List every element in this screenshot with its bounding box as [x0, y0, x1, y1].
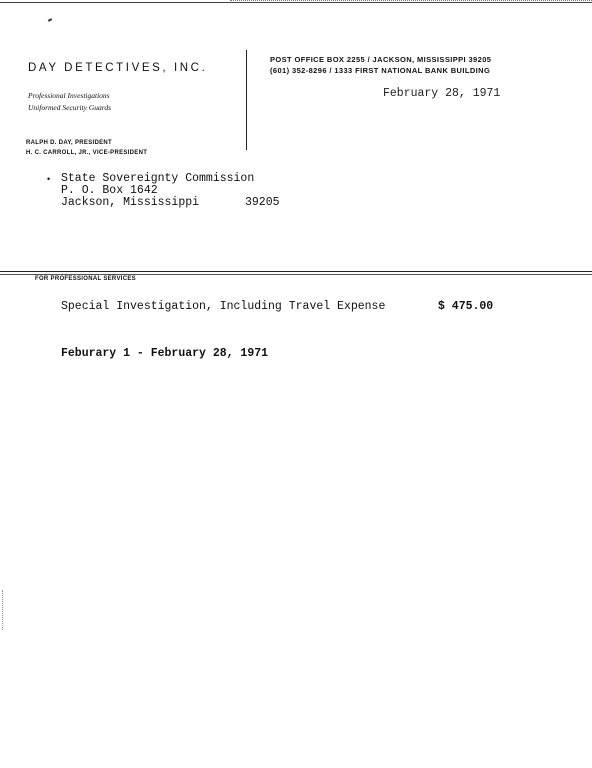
company-name: DAY DETECTIVES, INC. — [28, 62, 208, 74]
letterhead-divider — [246, 50, 247, 150]
margin-marks — [2, 590, 3, 630]
recipient-name: State Sovereignty Commission — [61, 172, 255, 185]
address-line-1: POST OFFICE BOX 2255 / JACKSON, MISSISSIPPI 39205 — [270, 55, 492, 64]
services-header: FOR PROFESSIONAL SERVICES — [35, 276, 136, 282]
officer-president: RALPH D. DAY, PRESIDENT — [26, 140, 113, 146]
line-item-amount: $ 475.00 — [438, 300, 494, 313]
services-rule-bottom — [0, 274, 592, 275]
address-line-2: (601) 352-8296 / 1333 FIRST NATIONAL BANK BUILDING — [270, 66, 491, 75]
recipient-zip: 39205 — [245, 196, 280, 209]
recipient-city: Jackson, Mississippi — [61, 196, 200, 209]
top-border-line — [0, 2, 592, 3]
paper-speck — [48, 18, 52, 22]
services-rule-top — [0, 271, 592, 272]
top-dotted-line — [230, 0, 592, 1]
bullet-icon: • — [47, 174, 51, 184]
line-item-description: Special Investigation, Including Travel Expense — [61, 300, 386, 313]
officer-vice-president: H. C. CARROLL, JR., VICE-PRESIDENT — [26, 150, 148, 156]
service-period: Feburary 1 - February 28, 1971 — [61, 347, 269, 360]
recipient-box: P. O. Box 1642 — [61, 184, 158, 197]
tagline-investigations: Professional Investigations — [28, 91, 110, 100]
invoice-date: February 28, 1971 — [383, 87, 501, 100]
tagline-security-guards: Uniformed Security Guards — [28, 103, 112, 112]
